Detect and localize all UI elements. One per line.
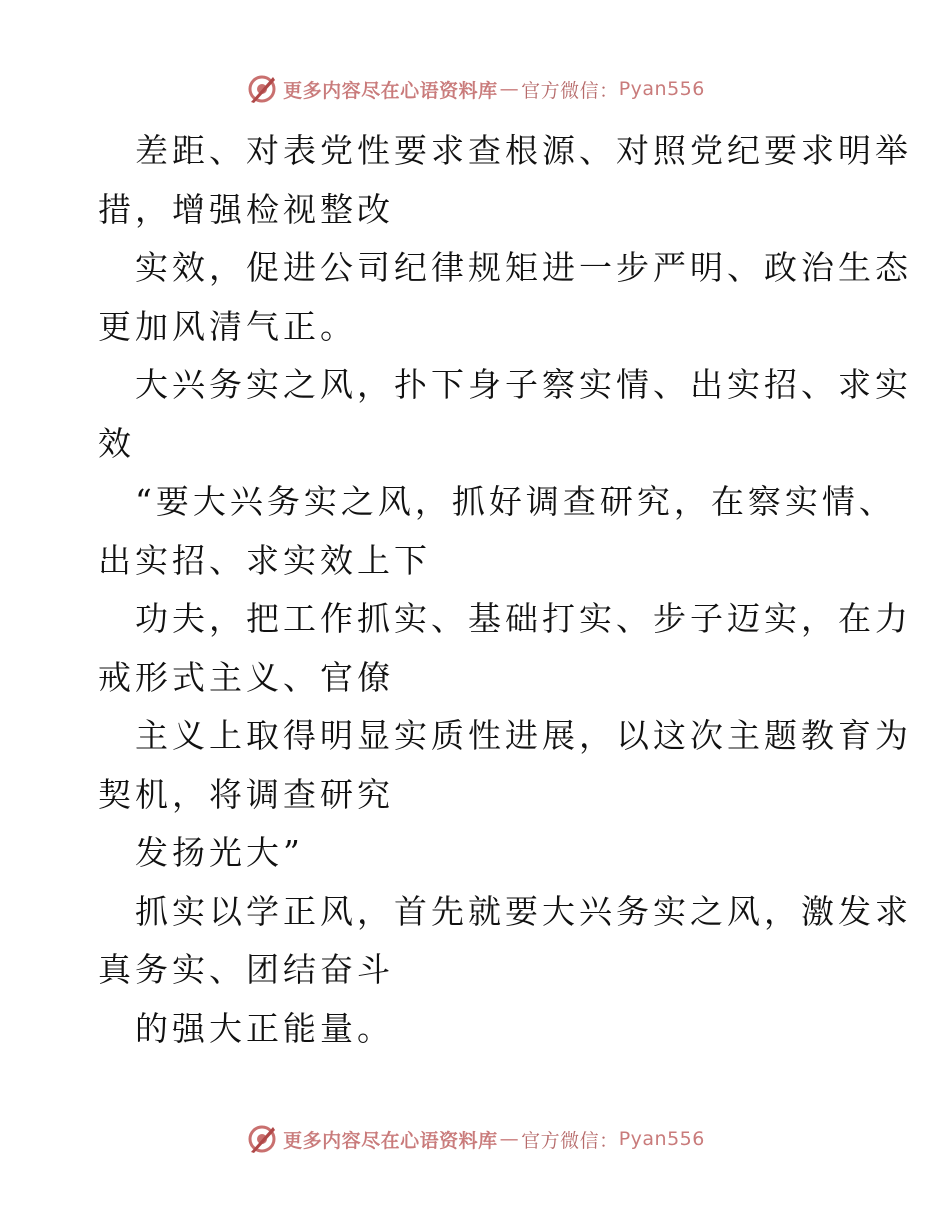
- text-line: 功夫，把工作抓实、基础打实、步子迈实，在力: [135, 599, 912, 638]
- text-line: 抓实以学正风，首先就要大兴务实之风，激发求: [135, 891, 912, 931]
- text-line: 大兴务实之风，扑下身子察实情、出实招、求实: [135, 365, 912, 404]
- header-brand: 更多内容尽在心语资料库: [283, 79, 498, 102]
- text-line: 出实招、求实效上下: [98, 540, 431, 580]
- text-line: 的强大正能量。: [135, 1008, 394, 1048]
- footer-wechat-label: 官方微信：: [521, 1129, 619, 1152]
- footer-banner: [0, 1122, 950, 1156]
- text-line: 主义上取得明显实质性进展，以这次主题教育为: [135, 716, 912, 755]
- text-line: 效: [98, 423, 135, 463]
- footer-dash: —: [499, 1128, 520, 1150]
- header-dash: —: [499, 78, 520, 100]
- text-line: 差距、对表党性要求查根源、对照党纪要求明举: [135, 131, 912, 170]
- header-wechat-label: 官方微信：: [521, 79, 619, 102]
- footer-brand: 更多内容尽在心语资料库: [283, 1129, 498, 1152]
- header-banner: [0, 72, 950, 106]
- text-line: 更加风清气正。: [98, 306, 357, 346]
- text-line: 发扬光大”: [135, 833, 304, 872]
- quill-logo-icon: [245, 72, 279, 106]
- header-wechat-account: Pyan556: [618, 78, 705, 100]
- text-line: 戒形式主义、官僚: [98, 657, 394, 697]
- text-line: 契机，将调查研究: [98, 774, 394, 814]
- document-body: [98, 122, 912, 1058]
- text-line: 措，增强检视整改: [98, 189, 394, 229]
- text-line: 真务实、团结奋斗: [98, 950, 394, 989]
- quill-logo-icon: [245, 1122, 279, 1156]
- footer-wechat-account: Pyan556: [618, 1128, 705, 1150]
- text-line: 实效，促进公司纪律规矩进一步严明、政治生态: [135, 248, 912, 287]
- text-line: “要大兴务实之风，抓好调查研究，在察实情、: [135, 482, 896, 521]
